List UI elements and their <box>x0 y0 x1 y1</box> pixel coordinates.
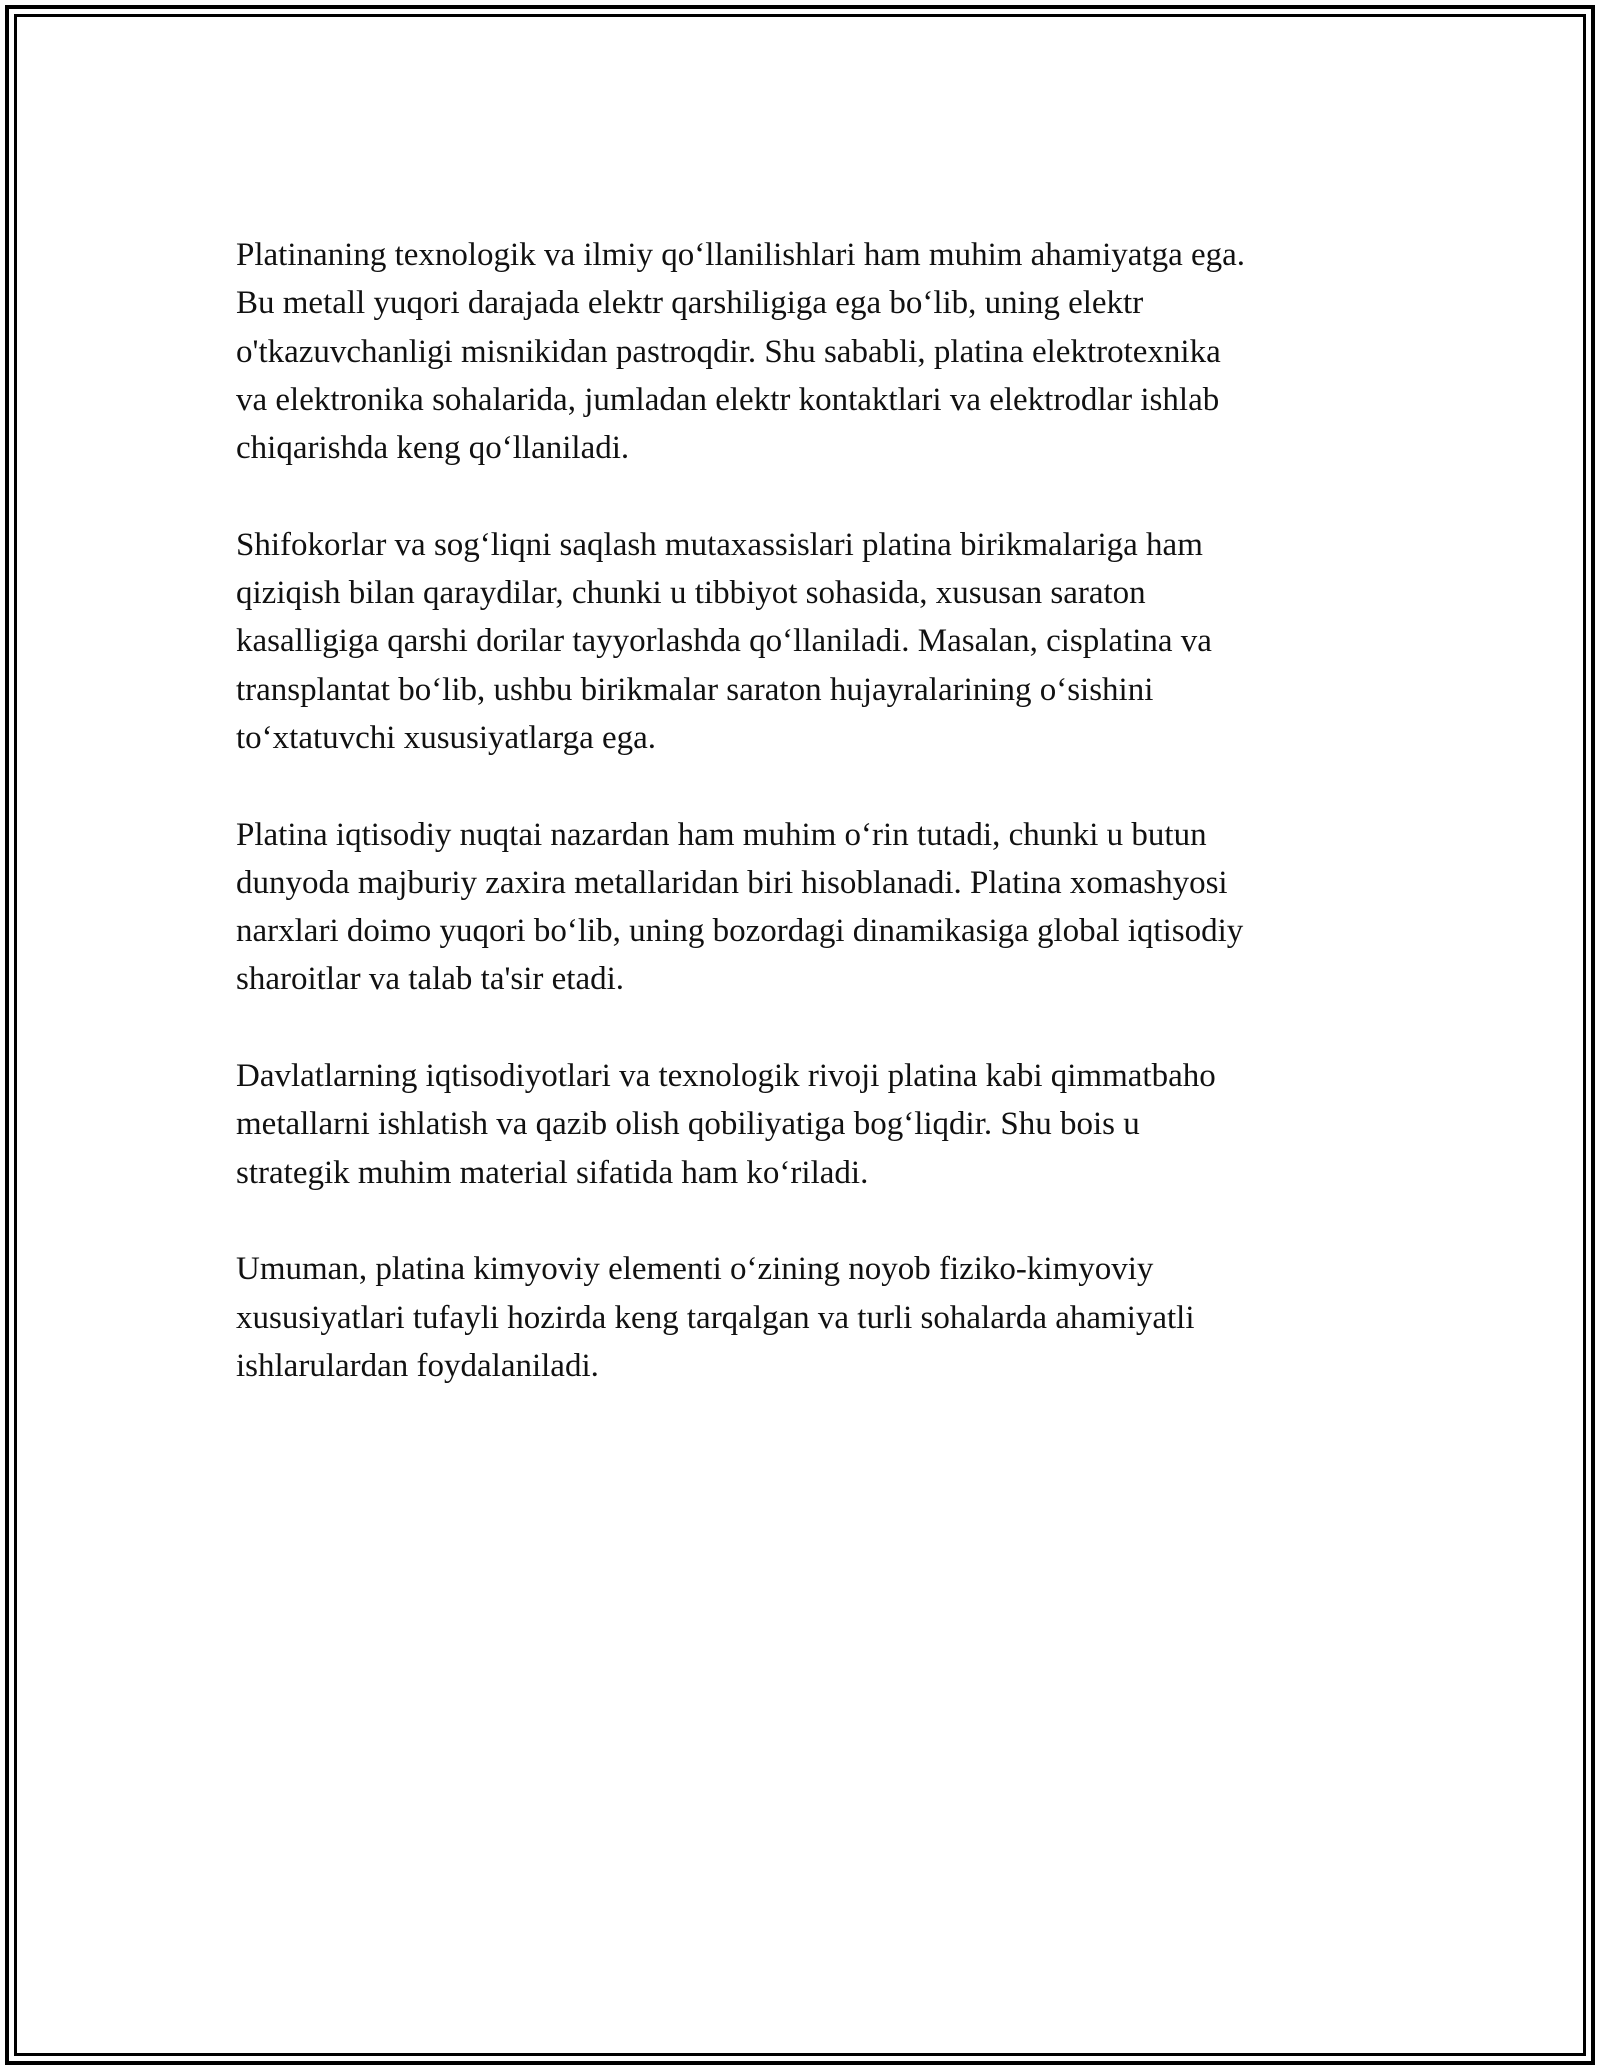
paragraph-conclusion <box>236 1245 1376 1390</box>
text-line: transplantat bo‘lib, ushbu birikmalar saraton hujayralarining o‘sishini <box>236 671 1154 708</box>
text-line: to‘xtatuvchi xususiyatlarga ega. <box>236 719 657 756</box>
text-line: Bu metall yuqori darajada elektr qarshiligiga ega bo‘lib, uning elektr <box>236 285 1144 322</box>
text-line: Umuman, platina kimyoviy elementi o‘zining noyob fiziko-kimyoviy <box>236 1251 1154 1288</box>
text-line: o'tkazuvchanligi misnikidan pastroqdir. Shu sababli, platina elektrotexnika <box>236 333 1221 370</box>
paragraph-economy <box>236 811 1376 1004</box>
text-line: metallarni ishlatish va qazib olish qobiliyatiga bog‘liqdir. Shu bois u <box>236 1106 1140 1143</box>
text-line: Platinaning texnologik va ilmiy qo‘llanilishlari ham muhim ahamiyatga ega. <box>236 237 1246 273</box>
text-line: Shifokorlar va sog‘liqni saqlash mutaxassislari platina birikmalariga ham <box>236 526 1203 563</box>
text-line: Platina iqtisodiy nuqtai nazardan ham muhim o‘rin tutadi, chunki u butun <box>236 816 1207 853</box>
text-line: kasalligiga qarshi dorilar tayyorlashda qo‘llaniladi. Masalan, cisplatina va <box>236 623 1212 660</box>
text-line: chiqarishda keng qo‘llaniladi. <box>236 430 630 467</box>
text-line: xususiyatlari tufayli hozirda keng tarqalgan va turli sohalarda ahamiyatli <box>236 1299 1195 1336</box>
paragraph-technology <box>236 231 1376 472</box>
text-line: sharoitlar va talab ta'sir etadi. <box>236 961 625 998</box>
text-line: narxlari doimo yuqori bo‘lib, uning bozordagi dinamikasiga global iqtisodiy <box>236 913 1244 950</box>
text-line: Davlatlarning iqtisodiyotlari va texnologik rivoji platina kabi qimmatbaho <box>236 1058 1216 1095</box>
text-line: va elektronika sohalarida, jumladan elektr kontaktlari va elektrodlar ishlab <box>236 381 1220 418</box>
text-line: dunyoda majburiy zaxira metallaridan biri hisoblanadi. Platina xomashyosi <box>236 864 1228 901</box>
text-line: qiziqish bilan qaraydilar, chunki u tibbiyot sohasida, xususan saraton <box>236 575 1146 612</box>
paragraph-strategy <box>236 1052 1376 1197</box>
text-line: ishlarulardan foydalaniladi. <box>236 1347 599 1384</box>
text-line: strategik muhim material sifatida ham ko‘riladi. <box>236 1154 869 1191</box>
paragraph-medicine <box>236 521 1376 762</box>
document-body <box>236 231 1376 1438</box>
